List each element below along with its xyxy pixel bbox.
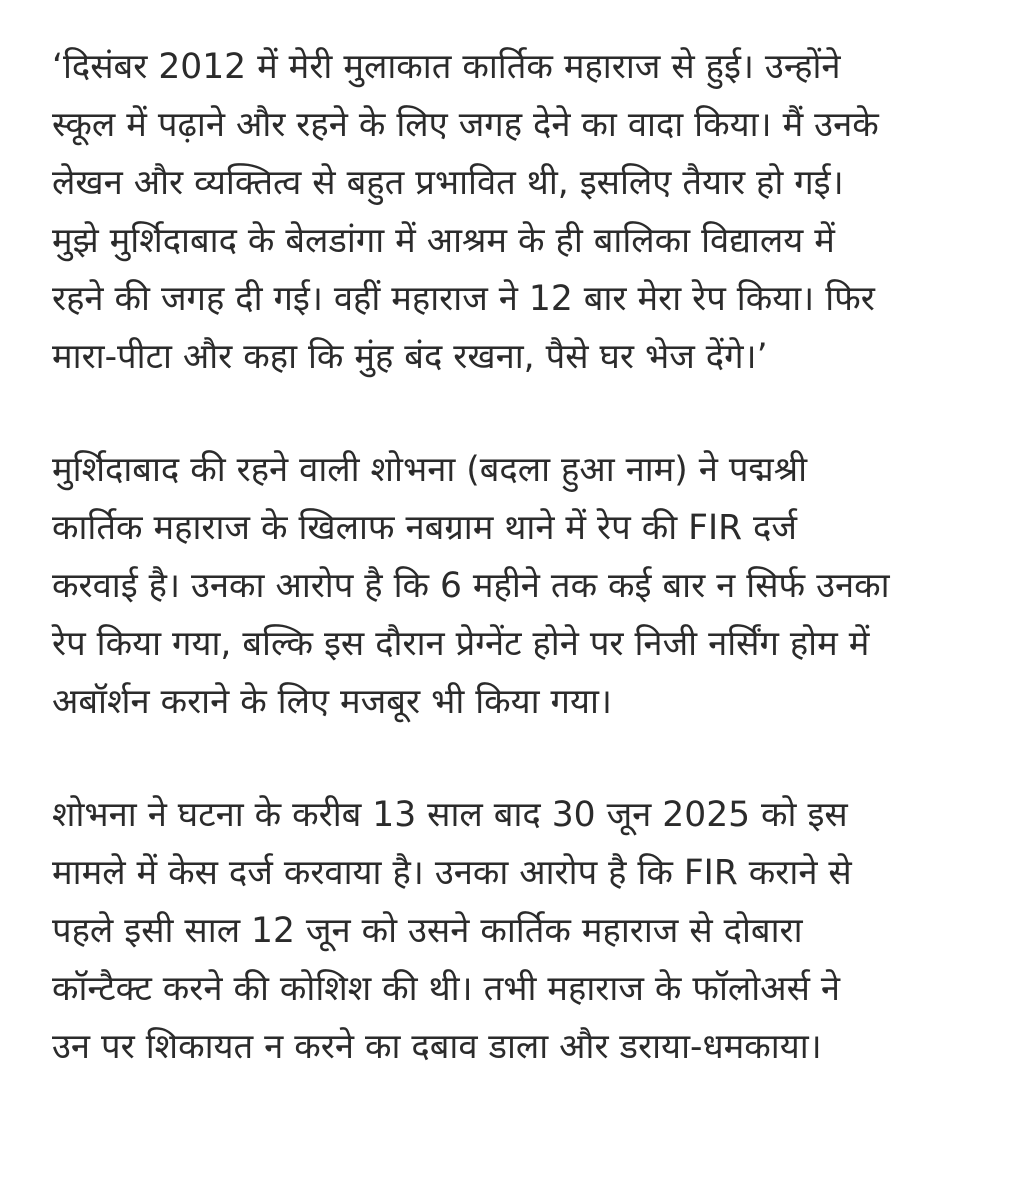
paragraph-fir: [52, 441, 982, 731]
text-line: शोभना ने घटना के करीब 13 साल बाद 30 जून 2025 को इस: [52, 795, 848, 835]
paragraph-case-filed: [52, 786, 982, 1076]
text-line: अबॉर्शन कराने के लिए मजबूर भी किया गया।: [52, 682, 613, 722]
article-body: [52, 38, 982, 1076]
text-line: कॉन्टैक्ट करने की कोशिश की थी। तभी महाराज के फॉलोअर्स ने: [52, 969, 841, 1009]
text-line: मारा-पीटा और कहा कि मुंह बंद रखना, पैसे घर भेज देंगे।’: [52, 337, 768, 377]
text-line: करवाई है। उनका आरोप है कि 6 महीने तक कई बार न सिर्फ उनका: [52, 566, 890, 606]
paragraph-quote: [52, 38, 982, 386]
text-line: कार्तिक महाराज के खिलाफ नबग्राम थाने में रेप की FIR दर्ज: [52, 508, 797, 548]
text-line: रेप किया गया, बल्कि इस दौरान प्रेग्नेंट होने पर निजी नर्सिंग होम में: [52, 624, 870, 664]
text-line: मामले में केस दर्ज करवाया है। उनका आरोप है कि FIR कराने से: [52, 853, 852, 893]
text-line: स्कूल में पढ़ाने और रहने के लिए जगह देने का वादा किया। मैं उनके: [52, 105, 879, 145]
text-line: ‘दिसंबर 2012 में मेरी मुलाकात कार्तिक महाराज से हुई। उन्होंने: [52, 47, 841, 87]
text-line: उन पर शिकायत न करने का दबाव डाला और डराया-धमकाया।: [52, 1027, 822, 1067]
text-line: मुर्शिदाबाद की रहने वाली शोभना (बदला हुआ नाम) ने पद्मश्री: [52, 450, 808, 490]
text-line: लेखन और व्यक्तित्व से बहुत प्रभावित थी, इसलिए तैयार हो गई।: [52, 163, 844, 203]
text-line: रहने की जगह दी गई। वहीं महाराज ने 12 बार मेरा रेप किया। फिर: [52, 279, 875, 319]
text-line: पहले इसी साल 12 जून को उसने कार्तिक महाराज से दोबारा: [52, 911, 803, 951]
text-line: मुझे मुर्शिदाबाद के बेलडांगा में आश्रम के ही बालिका विद्यालय में: [52, 221, 835, 261]
